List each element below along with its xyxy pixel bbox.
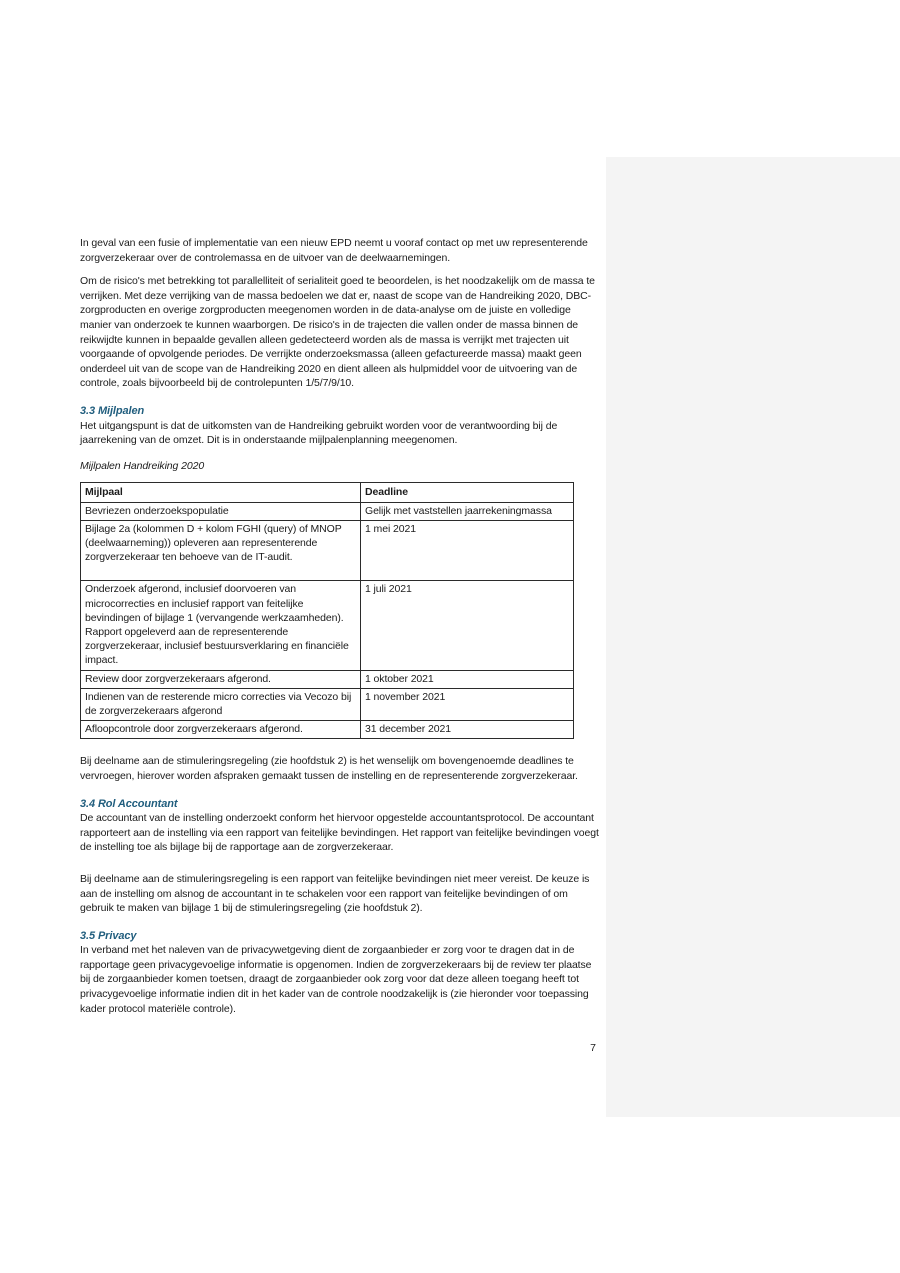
table-cell-deadline: Gelijk met vaststellen jaarrekeningmassa — [361, 502, 574, 520]
table-cell-mijlpaal: Bevriezen onderzoekspopulatie — [81, 502, 361, 520]
table-caption: Mijlpalen Handreiking 2020 — [80, 459, 205, 472]
table-cell-deadline: 1 mei 2021 — [361, 520, 574, 581]
table-header-row — [81, 483, 574, 502]
table-cell-deadline: 31 december 2021 — [361, 721, 574, 739]
table-row — [81, 688, 574, 720]
table-row — [81, 670, 574, 688]
section-heading-3-5: 3.5 Privacy — [80, 929, 137, 942]
table-row — [81, 502, 574, 520]
table-cell-mijlpaal: Indienen van de resterende micro correcties via Vecozo bij de zorgverzekeraars afgerond — [81, 688, 361, 720]
milestones-table — [80, 482, 574, 739]
intro-paragraph-2: Om de risico's met betrekking tot parallelliteit of serialiteit goed te beoordelen, is het noodzakelijk om de massa te verrijken. Met deze verrijking van de massa bedoelen we dat er, naast de scope van de Handreiking 2020, DBC-zorgproducten en overige zorgproducten meegenomen worden in de data-analyse om de juiste en volledige manier van onderzoek te kunnen waarborgen. De risico's in de trajecten die vallen onder de massa binnen de reikwijdte kunnen in bepaalde gevallen alleen gedetecteerd worden als de massa is verrijkt met trajecten uit voorgaande of opvolgende periodes. De verrijkte onderzoeksmassa (alleen gefactureerde massa) maakt geen onderdeel uit van de scope van de Handreiking 2020 en dient alleen als hulpmiddel voor de uitvoering van de controle, zoals bijvoorbeeld bij de controlepunten 1/5/7/9/10. — [80, 275, 595, 390]
section-3-3-closing-paragraph: Bij deelname aan de stimuleringsregeling (zie hoofdstuk 2) is het wenselijk om bovengenoemde deadlines te vervroegen, hierover worden afspraken gemaakt tussen de instelling en de representerende zorgverzekeraar. — [80, 755, 578, 782]
table-cell-deadline: 1 juli 2021 — [361, 581, 574, 670]
section-3-3-paragraph: Het uitgangspunt is dat de uitkomsten van de Handreiking gebruikt worden voor de verantwoording bij de jaarrekening van de omzet. Dit is in onderstaande mijlpalenplanning meegenomen. — [80, 419, 558, 447]
side-panel-background — [606, 157, 900, 1117]
table-row — [81, 520, 574, 581]
section-3-4-paragraph-1: De accountant van de instelling onderzoekt conform het hiervoor opgestelde accountantsprotocol. De accountant rapporteert aan de instelling via een rapport van feitelijke bevindingen. Het rapport van feitelijke bevindingen voegt de instelling toe als bijlage bij de rapportage aan de zorgverzekeraar. — [80, 812, 599, 854]
page-content — [80, 236, 600, 1025]
table-cell-deadline: 1 oktober 2021 — [361, 670, 574, 688]
section-heading-3-4: 3.4 Rol Accountant — [80, 797, 178, 810]
table-cell-mijlpaal: Bijlage 2a (kolommen D + kolom FGHI (query) of MNOP (deelwaarneming)) opleveren aan representerende zorgverzekeraar ten behoeve van de IT-audit. — [81, 520, 361, 581]
table-header-mijlpaal: Mijlpaal — [81, 483, 361, 502]
table-cell-deadline: 1 november 2021 — [361, 688, 574, 720]
table-row — [81, 581, 574, 670]
section-3-5-paragraph: In verband met het naleven van de privacywetgeving dient de zorgaanbieder er zorg voor te dragen dat in de rapportage geen privacygevoelige informatie is opgenomen. Indien de zorgverzekeraars bij de review ter plaatse bij de zorgaanbieder komen toetsen, draagt de zorgaanbieder ook zorg voor dat deze alleen toegang heeft tot privacygevoelige informatie indien dit in het kader van de controle noodzakelijk is (zie hieronder voor toepassing kader protocol materiële controle). — [80, 944, 592, 1015]
table-header-deadline: Deadline — [361, 483, 574, 502]
page-number: 7 — [590, 1042, 596, 1054]
table-row — [81, 721, 574, 739]
table-cell-mijlpaal: Onderzoek afgerond, inclusief doorvoeren van microcorrecties en inclusief rapport van feitelijke bevindingen of bijlage 1 (vervangende werkzaamheden). Rapport opgeleverd aan de representerende zorgverzekeraar, inclusief bestuursverklaring en financiële impact. — [81, 581, 361, 670]
section-3-4-paragraph-2: Bij deelname aan de stimuleringsregeling is een rapport van feitelijke bevindingen niet meer vereist. De keuze is aan de instelling om alsnog de accountant in te schakelen voor een rapport van feitelijke bevindingen of om gebruik te maken van bijlage 1 bij de stimuleringsregeling (zie hoofdstuk 2). — [80, 872, 590, 915]
table-cell-mijlpaal: Afloopcontrole door zorgverzekeraars afgerond. — [81, 721, 361, 739]
intro-paragraph-1: In geval van een fusie of implementatie van een nieuw EPD neemt u vooraf contact op met uw representerende zorgverzekeraar over de controlemassa en de uitvoer van de deelwaarnemingen. — [80, 237, 588, 264]
section-heading-3-3: 3.3 Mijlpalen — [80, 404, 145, 417]
table-cell-mijlpaal: Review door zorgverzekeraars afgerond. — [81, 670, 361, 688]
